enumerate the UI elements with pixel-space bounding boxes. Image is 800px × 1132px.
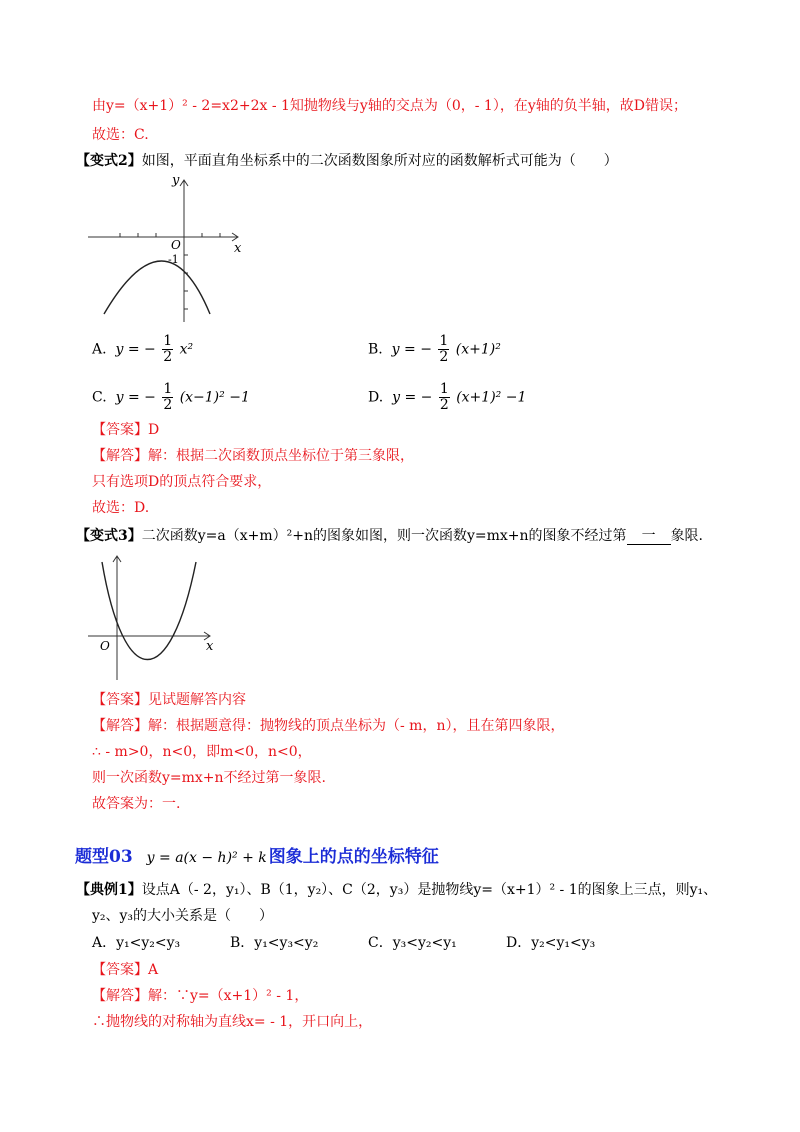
solution-line: ∴抛物线的对称轴为直线x= - 1，开口向上， <box>92 1014 373 1030</box>
question-2 <box>76 151 618 171</box>
solution-line: 故选：C. <box>92 127 149 143</box>
solution-line: 【解答】解：根据二次函数顶点坐标位于第三象限， <box>92 448 414 464</box>
question-tag: 【典例1】 <box>76 882 142 898</box>
parabola-graph-2 <box>88 552 218 682</box>
fraction: $\frac{1}{2}$ <box>439 381 449 413</box>
solution-line: 【解答】解：∵y=（x+1）² - 1， <box>92 988 309 1004</box>
question-tag: 【变式2】 <box>76 153 142 169</box>
solution-line: 故答案为：一. <box>92 796 181 812</box>
option-d[interactable]: D．y₂<y₁<y₃ <box>506 935 596 951</box>
x-axis-label: x <box>234 241 242 256</box>
fraction: $\frac{1}{2}$ <box>163 333 173 365</box>
answer: 【答案】D <box>92 422 160 438</box>
section-label: 题型03 <box>75 847 133 867</box>
fraction: $\frac{1}{2}$ <box>163 381 173 413</box>
question-3 <box>76 526 703 546</box>
origin-label: O <box>171 238 181 252</box>
origin-label: O <box>100 639 110 653</box>
option-c[interactable]: C．y₃<y₂<y₁ <box>368 935 457 951</box>
option-b[interactable]: B. y = − $\frac{1}{2}$ (x+1)² <box>368 333 501 365</box>
option-a[interactable]: A．y₁<y₂<y₃ <box>92 935 181 951</box>
solution-line: 【解答】解：根据题意得：抛物线的顶点坐标为（- m，n），且在第四象限， <box>92 718 565 734</box>
solution-line: 则一次函数y=mx+n不经过第一象限. <box>92 770 327 786</box>
y-axis-label: y <box>172 173 180 188</box>
option-d[interactable]: D. y = − $\frac{1}{2}$ (x+1)² −1 <box>368 381 527 413</box>
option-b[interactable]: B．y₁<y₃<y₂ <box>230 935 319 951</box>
solution-line: 故选：D. <box>92 500 150 516</box>
answer: 【答案】A <box>92 962 159 978</box>
parabola-graph-1 <box>88 172 258 322</box>
question-stem: 如图，平面直角坐标系中的二次函数图象所对应的函数解析式可能为（ ） <box>141 153 618 169</box>
section-title: 图象上的点的坐标特征 <box>268 847 439 867</box>
example-1 <box>76 880 717 900</box>
solution-line: 只有选项D的顶点符合要求， <box>92 474 272 490</box>
option-a[interactable]: A. y = − $\frac{1}{2}$ x² <box>92 333 194 365</box>
option-c[interactable]: C. y = − $\frac{1}{2}$ (x−1)² −1 <box>92 381 250 413</box>
answer: 【答案】见试题解答内容 <box>92 692 246 708</box>
question-tag: 【变式3】 <box>76 528 142 544</box>
solution-line: ∴ - m>0，n<0，即m<0，n<0， <box>92 744 312 760</box>
x-axis-label: x <box>206 639 214 654</box>
question-stem-end: 象限. <box>670 528 704 544</box>
fraction: $\frac{1}{2}$ <box>439 333 449 365</box>
section-formula: y = a(x − h)² + k <box>146 850 267 866</box>
tick-label: -1 <box>168 253 179 266</box>
question-stem: 二次函数y=a（x+m）²+n的图象如图，则一次函数y=mx+n的图象不经过第 <box>141 528 627 544</box>
question-stem-cont: y₂、y₃的大小关系是（ ） <box>92 908 274 924</box>
question-stem: 设点A（- 2，y₁）、B（1，y₂）、C（2，y₃）是抛物线y=（x+1）² - 1的图象上三点，则y₁、 <box>141 882 718 898</box>
section-heading <box>75 842 439 867</box>
solution-line: 由y=（x+1）² - 2=x2+2x - 1知抛物线与y轴的交点为（0，- 1），在y轴的负半轴，故D错误； <box>92 98 687 114</box>
answer-blank[interactable]: 一 <box>627 528 671 545</box>
